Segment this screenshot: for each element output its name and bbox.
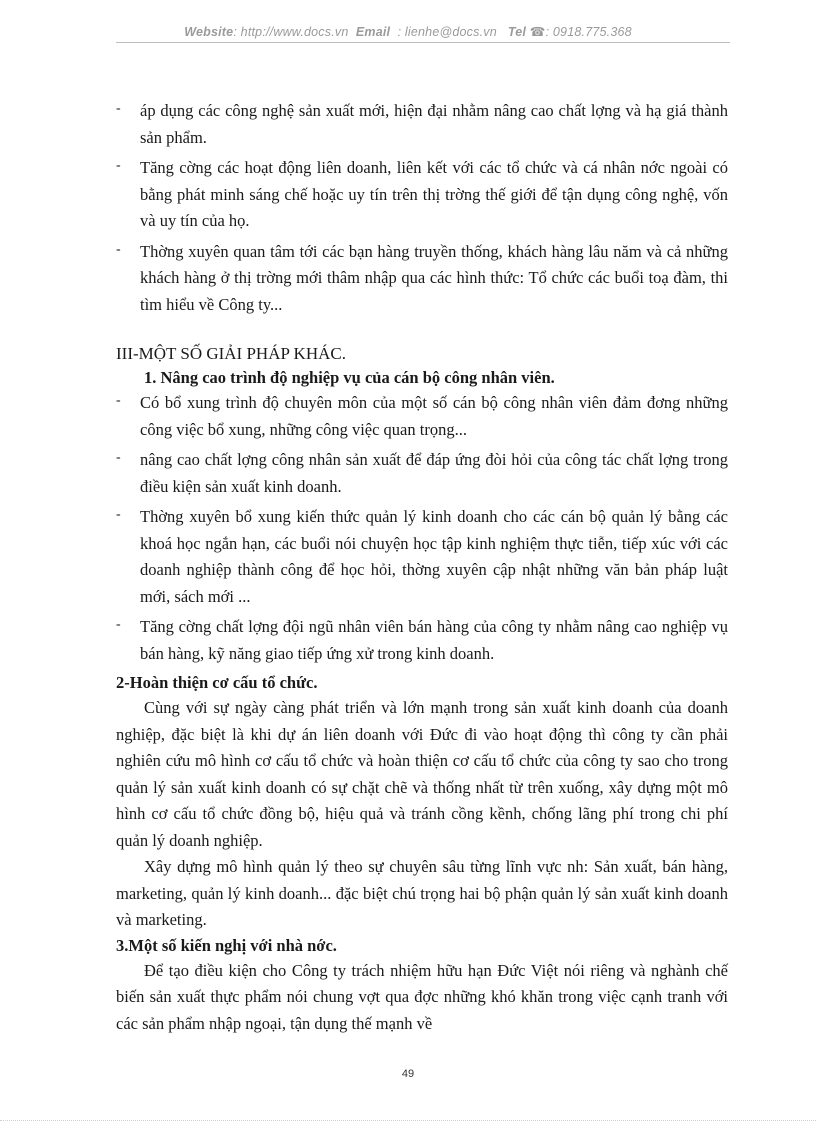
website-label: Website [184, 25, 234, 39]
bullet-list-top [116, 98, 728, 318]
bullet-mark: - [116, 450, 121, 465]
list-item [116, 390, 728, 443]
list-item [116, 239, 728, 319]
list-item-text: áp dụng các công nghệ sản xuất mới, hiện đại nhằm nâng cao chất lợng và hạ giá thành sản phẩm. [140, 101, 728, 147]
list-item [116, 98, 728, 151]
tel-label: Tel [507, 25, 527, 39]
subsection-title-2: 2-Hoàn thiện cơ cấu tổ chức. [116, 673, 318, 692]
subsection-title-3: 3.Một số kiến nghị với nhà nớc. [116, 935, 337, 955]
list-item-text: Thờng xuyên quan tâm tới các bạn hàng truyền thống, khách hàng lâu năm và cả những khách hàng ở thị trờng mới thâm nhập qua các hình thức: Tổ chức các buổi toạ đàm, thi tìm hiểu về Công ty... [140, 241, 728, 314]
page-header [0, 24, 816, 39]
bullet-mark: - [116, 507, 121, 522]
list-item-text: Tăng cờng các hoạt động liên doanh, liên kết với các tổ chức và cá nhân nớc ngoài có bằng phát minh sáng chế hoặc uy tín trên thị trờng thế giới để tận dụng công nghệ, vốn và uy tín của họ. [140, 158, 728, 230]
list-item-text: Tăng cờng chất lợng đội ngũ nhân viên bán hàng của công ty nhằm nâng cao nghiệp vụ bán hàng, kỹ năng giao tiếp ứng xử trong kinh doanh. [140, 617, 728, 663]
footer-divider [0, 1120, 816, 1121]
list-item [116, 447, 728, 500]
tel-value: : 0918.775.368 [545, 25, 632, 39]
list-item-text: Có bổ xung trình độ chuyên môn của một số cán bộ công nhân viên đảm đơng những công việc bổ xung, những công việc quan trọng... [140, 393, 728, 439]
website-value: : http://www.docs.vn [233, 25, 349, 39]
bullet-list-mid [116, 390, 728, 667]
list-item [116, 504, 728, 610]
document-body [116, 98, 728, 1037]
paragraph: Để tạo điều kiện cho Công ty trách nhiệm hữu hạn Đức Việt nói riêng và nghành chế biến sản xuất thực phẩm nói chung vợt qua đợc những khó khăn trong việc cạnh tranh với các sản phẩm nhập ngoại, tận dụng thế mạnh về [116, 960, 728, 1033]
bullet-mark: - [116, 158, 121, 173]
bullet-mark: - [116, 617, 121, 632]
phone-icon: ☎ [529, 25, 546, 39]
subsection-title-1: 1. Nâng cao trình độ nghiệp vụ của cán bộ công nhân viên. [144, 368, 555, 387]
list-item [116, 155, 728, 235]
header-divider [116, 42, 730, 43]
paragraph: Xây dựng mô hình quản lý theo sự chuyên sâu từng lĩnh vực nh: Sản xuất, bán hàng, marketing, quản lý kinh doanh... đặc biệt chú trọng hai bộ phận quản lý sản xuất kinh doanh và marketing. [116, 857, 728, 929]
list-item [116, 614, 728, 667]
bullet-mark: - [116, 101, 121, 116]
list-item-text: Thờng xuyên bổ xung kiến thức quản lý kinh doanh cho các cán bộ quản lý bằng các khoá học ngắn hạn, các buổi nói chuyện học tập kinh nghiệm thực tiễn, tiếp xúc với các doanh nghiệp thành công để học hỏi, thờng xuyên cập nhật những văn bản pháp luật mới, sách mới ... [140, 507, 728, 606]
bullet-mark: - [116, 241, 121, 257]
email-value: : lienhe@docs.vn [397, 25, 497, 39]
section-title: III-MỘT SỐ GIẢI PHÁP KHÁC. [116, 344, 346, 363]
email-label: Email [355, 25, 391, 39]
bullet-mark: - [116, 393, 121, 408]
page-number: 49 [401, 1068, 415, 1080]
paragraph: Cùng với sự ngày càng phát triển và lớn mạnh trong sản xuất kinh doanh của doanh nghiệp, đặc biệt là khi dự án liên doanh với Đức đi vào hoạt động thì công ty cần phải nghiên cứu mô hình cơ cấu tổ chức và hoàn thiện cơ cấu tổ chức của công ty sao cho trong quản lý sản xuất kinh doanh có sự chặt chẽ và thống nhất từ trên xuống, xây dựng một mô hình cơ cấu tổ chức đồng bộ, hiệu quả và tránh cồng kềnh, chống lãng phí trong chi phí quản lý doanh nghiệp. [116, 698, 728, 850]
list-item-text: nâng cao chất lợng công nhân sản xuất để đáp ứng đòi hỏi của công tác chất lợng trong điều kiện sản xuất kinh doanh. [140, 450, 728, 496]
